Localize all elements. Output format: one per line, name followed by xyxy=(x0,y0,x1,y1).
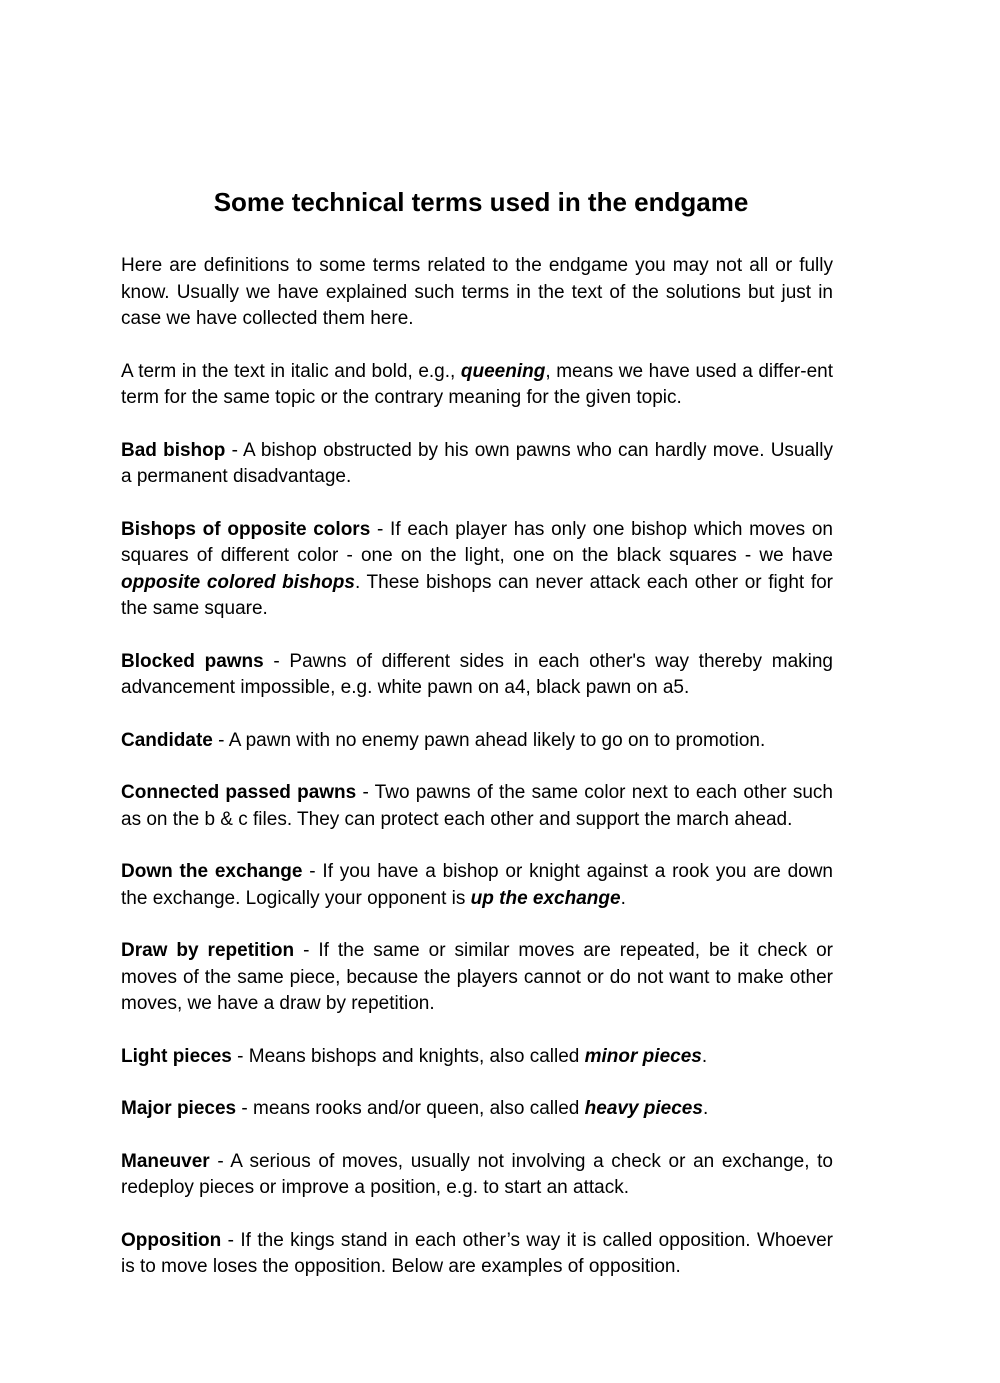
definition-text: - If the kings stand in each other’s way it is called opposition. Whoever is to move loses the opposition. Below are examples of opposition. xyxy=(121,1229,833,1277)
definition-text: - means rooks and/or queen, also called xyxy=(236,1098,585,1119)
definition-blocked-pawns xyxy=(121,649,833,702)
definition-text: - Means bishops and knights, also called xyxy=(231,1045,585,1067)
definition-term: Connected passed pawns xyxy=(121,782,357,803)
intro-paragraph-notation xyxy=(121,359,833,412)
definition-text: - Pawns of different sides in each other's way thereby making advancement impossible, e.g. white pawn on a4, black pawn on a5. xyxy=(121,650,833,698)
definition-term: Opposition xyxy=(121,1229,222,1251)
document-page xyxy=(121,185,833,1307)
definition-candidate xyxy=(121,728,833,755)
definition-text: - If you have a bishop or knight against a rook you are down the exchange. Logically your opponent is xyxy=(121,861,833,909)
definition-down-the-exchange xyxy=(121,859,833,912)
definition-bad-bishop xyxy=(121,438,833,491)
definition-text: - If the same or similar moves are repeated, be it check or moves of the same piece, because the players cannot or do not want to make other moves, we have a draw by repetition. xyxy=(121,940,834,1014)
intro-text-before: A term in the text in italic and bold, e.g., xyxy=(121,360,461,382)
definition-connected-passed-pawns xyxy=(121,780,833,833)
definition-text-after: . These bishops can never attack each other or fight for the same square. xyxy=(121,571,834,619)
definition-term: Candidate xyxy=(121,729,213,751)
definition-text-after: . xyxy=(620,887,626,909)
definition-emphasis: opposite colored bishops xyxy=(121,571,355,593)
definition-emphasis: heavy pieces xyxy=(584,1098,703,1119)
definition-text-after: . xyxy=(702,1098,709,1119)
definition-text: - If each player has only one bishop which moves on squares of different color - one on the light, one on the black squares - we have xyxy=(121,518,833,566)
definition-term: Light pieces xyxy=(121,1045,232,1067)
definition-text: - A pawn with no enemy pawn ahead likely to go on to promotion. xyxy=(212,729,766,751)
definition-term: Blocked pawns xyxy=(121,650,264,672)
definition-emphasis: minor pieces xyxy=(584,1045,702,1067)
definition-opposition xyxy=(121,1228,833,1281)
intro-text-after: , means we have used a differ-ent term for the same topic or the contrary meaning for the given topic. xyxy=(121,360,833,408)
intro-emphasis: queening xyxy=(460,360,546,382)
definition-term: Bishops of opposite colors xyxy=(121,518,371,540)
definition-bishops-opposite-colors xyxy=(121,517,833,623)
definition-term: Draw by repetition xyxy=(121,940,295,961)
definition-text-after: . xyxy=(701,1045,708,1067)
definition-major-pieces xyxy=(121,1096,833,1123)
definition-text: - A bishop obstructed by his own pawns who can hardly move. Usually a permanent disadvantage. xyxy=(121,439,833,487)
page-title: Some technical terms used in the endgame xyxy=(213,187,749,217)
definition-term: Bad bishop xyxy=(121,439,226,461)
definition-term: Down the exchange xyxy=(121,861,303,882)
intro-text: Here are definitions to some terms related to the endgame you may not all or fully know. Usually we have explained such terms in the text of the solutions but just in case we have collected them here. xyxy=(121,255,833,329)
definition-light-pieces xyxy=(121,1044,833,1071)
definition-maneuver xyxy=(121,1149,833,1202)
definition-text: - Two pawns of the same color next to each other such as on the b & c files. They can protect each other and support the march ahead. xyxy=(121,782,833,830)
intro-paragraph xyxy=(121,253,833,333)
definition-draw-by-repetition xyxy=(121,938,833,1018)
definition-term: Maneuver xyxy=(121,1150,210,1172)
definition-term: Major pieces xyxy=(121,1098,237,1119)
definition-emphasis: up the exchange xyxy=(470,887,621,909)
definition-text: - A serious of moves, usually not involving a check or an exchange, to redeploy pieces or improve a position, e.g. to start an attack. xyxy=(121,1150,833,1198)
